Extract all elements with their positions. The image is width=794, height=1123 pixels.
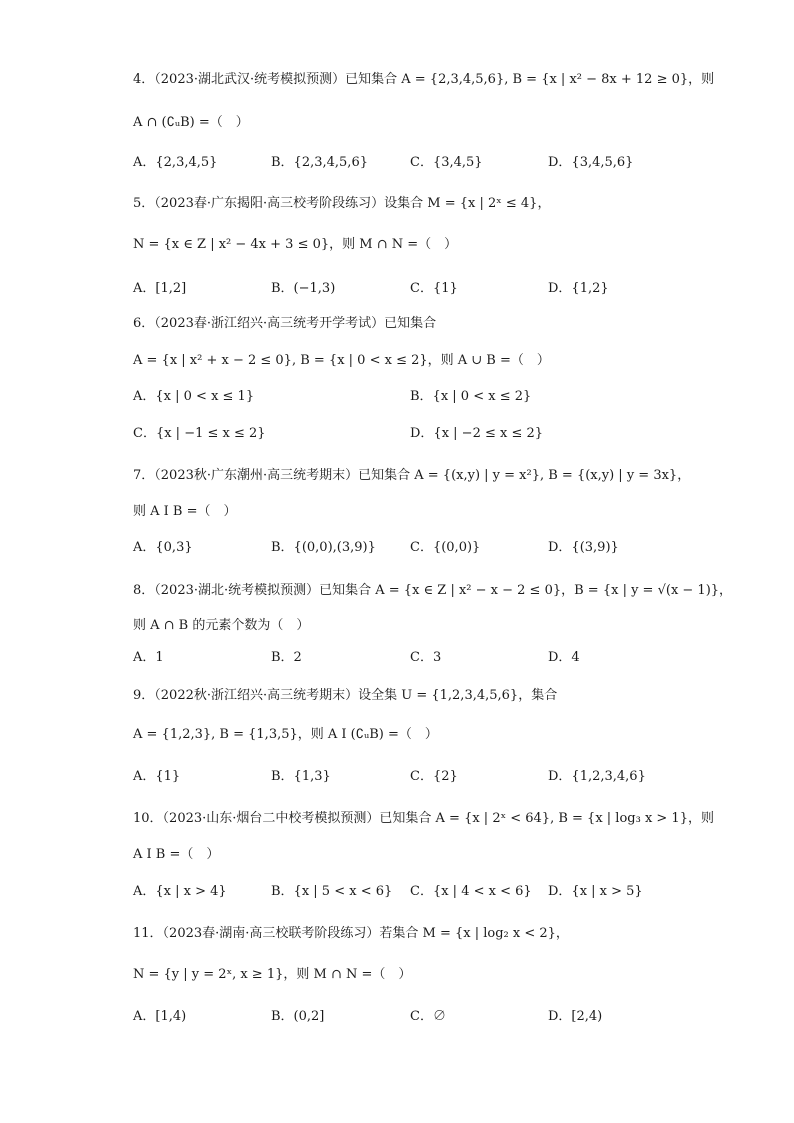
question-8-stem-cont: 则 A ∩ B 的元素个数为（ ） xyxy=(133,618,310,633)
question-6-stem: 6．（2023春·浙江绍兴·高三统考开学考试）已知集合 xyxy=(133,316,437,331)
question-7-option-b: B．{(0,0),(3,9)} xyxy=(271,540,376,555)
question-8-option-a: A．1 xyxy=(133,650,164,665)
question-7-option-d: D．{(3,9)} xyxy=(548,540,619,555)
question-5-option-c: C．{1} xyxy=(410,281,458,296)
question-11-option-a: A．[1,4) xyxy=(133,1009,187,1024)
question-6-stem-cont: A = {x | x² + x − 2 ≤ 0}, B = {x | 0 < x ≤ 2}，则 A ∪ B =（ ） xyxy=(133,353,550,368)
question-5-option-b: B．(−1,3) xyxy=(271,281,336,296)
question-4-stem-cont: A ∩ (∁ᵤB) =（ ） xyxy=(133,115,249,130)
question-6-option-b: B．{x | 0 < x ≤ 2} xyxy=(410,389,532,404)
question-6-option-c: C．{x | −1 ≤ x ≤ 2} xyxy=(133,426,266,441)
question-10-stem-cont: A I B =（ ） xyxy=(133,847,220,862)
question-8-option-d: D．4 xyxy=(548,650,580,665)
question-10-option-d: D．{x | x > 5} xyxy=(548,884,643,899)
question-5-option-a: A．[1,2] xyxy=(133,281,187,296)
question-9-option-c: C．{2} xyxy=(410,769,458,784)
question-7-stem: 7．（2023秋·广东潮州·高三统考期末）已知集合 A = {(x,y) | y = x²}, B = {(x,y) | y = 3x}， xyxy=(133,468,691,483)
question-4-stem: 4．（2023·湖北武汉·统考模拟预测）已知集合 A = {2,3,4,5,6}, B = {x | x² − 8x + 12 ≥ 0}，则 xyxy=(133,72,715,87)
question-4-option-a: A．{2,3,4,5} xyxy=(133,155,218,170)
question-11-option-c: C．∅ xyxy=(410,1009,446,1024)
question-8-option-b: B．2 xyxy=(271,650,302,665)
question-10-stem: 10．（2023·山东·烟台二中校考模拟预测）已知集合 A = {x | 2ˣ < 64}, B = {x | log₃ x > 1}，则 xyxy=(133,811,714,826)
question-4-option-b: B．{2,3,4,5,6} xyxy=(271,155,368,170)
question-11-option-d: D．[2,4) xyxy=(548,1009,603,1024)
question-11-option-b: B．(0,2] xyxy=(271,1009,325,1024)
question-11-stem-cont: N = {y | y = 2ˣ, x ≥ 1}，则 M ∩ N =（ ） xyxy=(133,967,412,982)
question-5-stem-cont: N = {x ∈ Z | x² − 4x + 3 ≤ 0}，则 M ∩ N =（ ） xyxy=(133,237,458,252)
question-10-option-c: C．{x | 4 < x < 6} xyxy=(410,884,532,899)
question-7-stem-cont: 则 A I B =（ ） xyxy=(133,504,237,519)
question-10-option-a: A．{x | x > 4} xyxy=(133,884,227,899)
question-7-option-a: A．{0,3} xyxy=(133,540,193,555)
question-8-stem: 8．（2023·湖北·统考模拟预测）已知集合 A = {x ∈ Z | x² − x − 2 ≤ 0}，B = {x | y = √(x − 1)}， xyxy=(133,583,733,598)
question-9-stem: 9．（2022秋·浙江绍兴·高三统考期末）设全集 U = {1,2,3,4,5,6}，集合 xyxy=(133,688,558,703)
question-6-option-d: D．{x | −2 ≤ x ≤ 2} xyxy=(410,426,544,441)
question-9-option-b: B．{1,3} xyxy=(271,769,331,784)
question-4-option-d: D．{3,4,5,6} xyxy=(548,155,634,170)
question-8-option-c: C．3 xyxy=(410,650,442,665)
question-6-option-a: A．{x | 0 < x ≤ 1} xyxy=(133,389,255,404)
question-9-option-d: D．{1,2,3,4,6} xyxy=(548,769,646,784)
question-5-option-d: D．{1,2} xyxy=(548,281,609,296)
question-9-stem-cont: A = {1,2,3}, B = {1,3,5}，则 A I (∁ᵤB) =（ ） xyxy=(133,727,438,742)
question-4-option-c: C．{3,4,5} xyxy=(410,155,483,170)
question-10-option-b: B．{x | 5 < x < 6} xyxy=(271,884,393,899)
question-11-stem: 11．（2023春·湖南·高三校联考阶段练习）若集合 M = {x | log₂ x < 2}， xyxy=(133,926,569,941)
question-5-stem: 5．（2023春·广东揭阳·高三校考阶段练习）设集合 M = {x | 2ˣ ≤ 4}， xyxy=(133,196,551,211)
question-9-option-a: A．{1} xyxy=(133,769,181,784)
question-7-option-c: C．{(0,0)} xyxy=(410,540,481,555)
